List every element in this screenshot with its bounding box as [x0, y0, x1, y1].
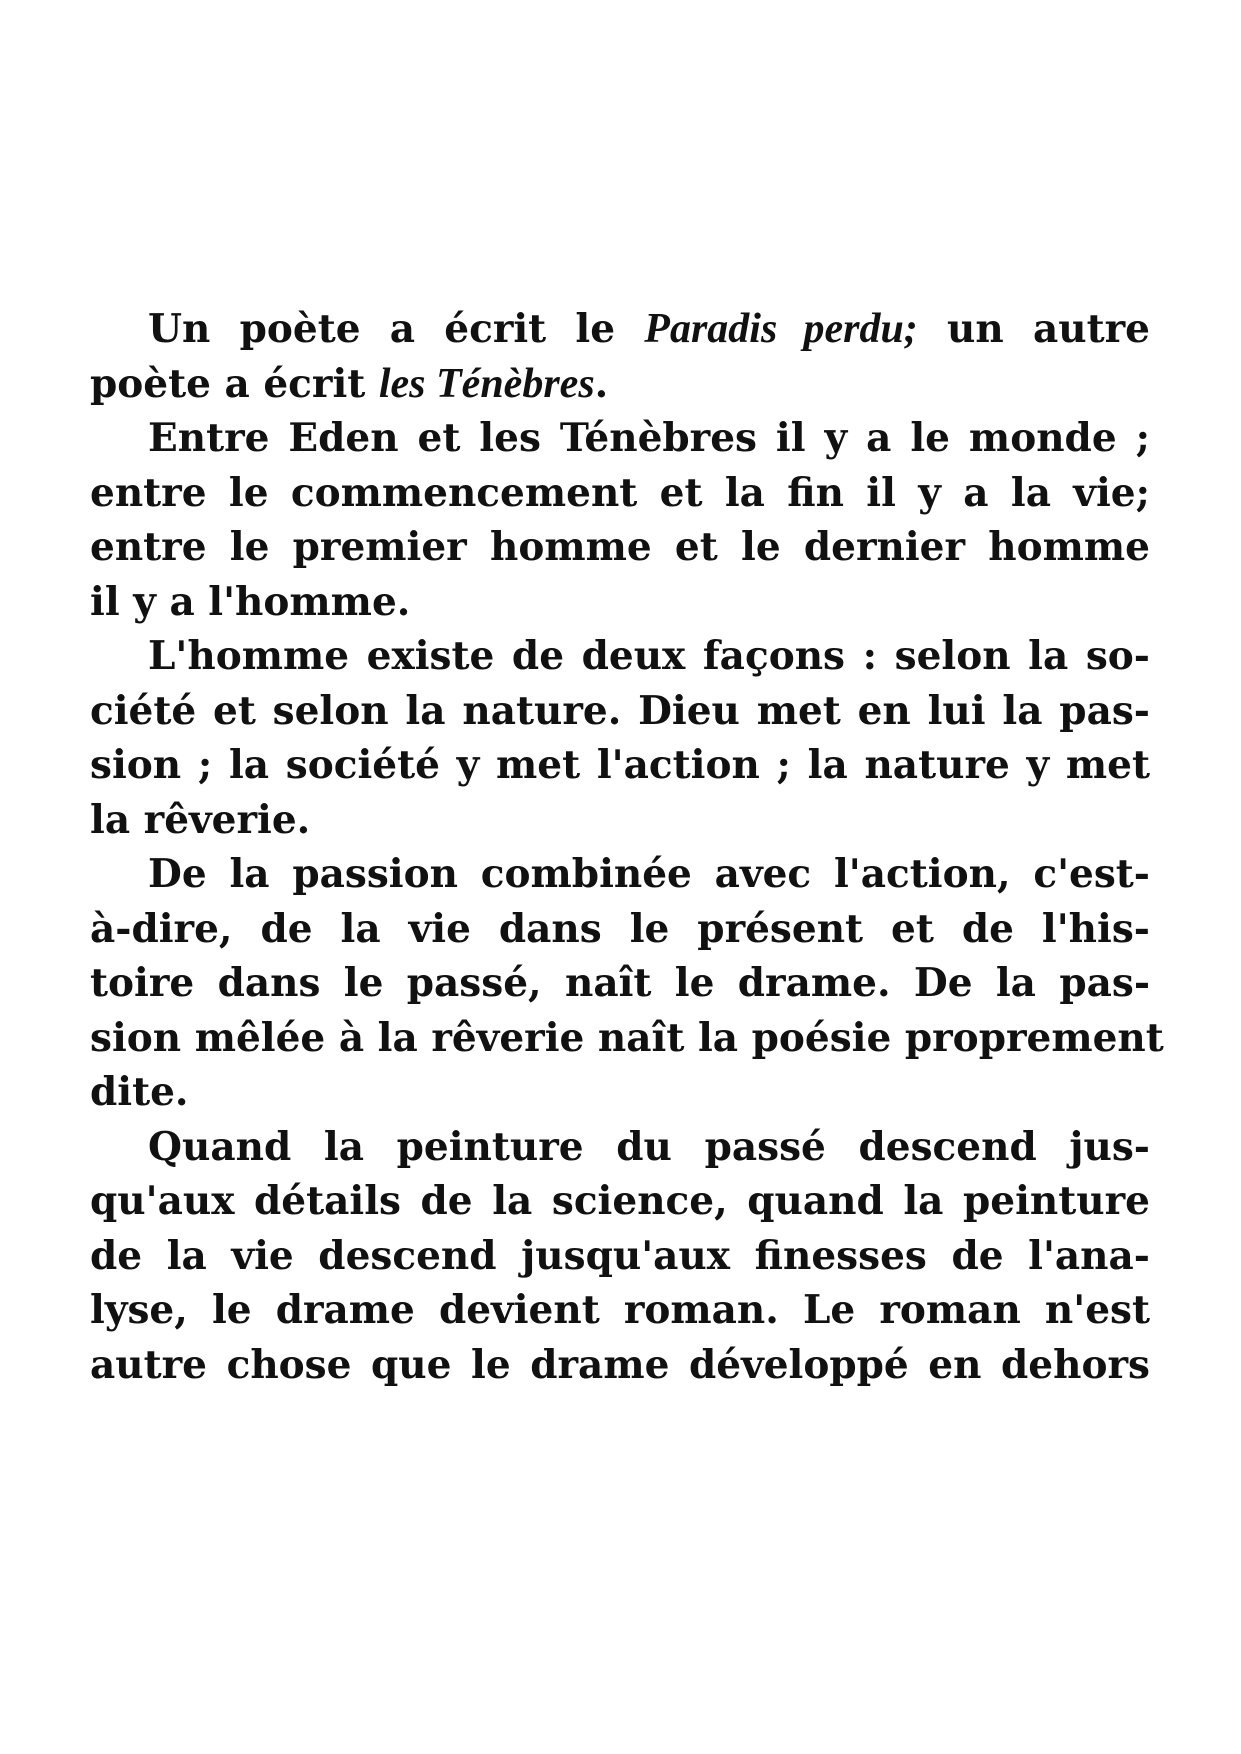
text-segment: autre chose que le drame développé en dehors [90, 1341, 1150, 1388]
italic-title: les Ténèbres [378, 360, 595, 407]
text-line [90, 575, 1150, 630]
text-line [90, 1120, 1150, 1175]
page-text [90, 302, 1164, 1392]
text-line [90, 902, 1150, 957]
text-segment: il y a l'homme. [90, 578, 411, 625]
text-line [90, 1283, 1150, 1338]
text-line [90, 629, 1150, 684]
text-segment: . [594, 360, 609, 407]
text-segment: de la vie descend jusqu'aux finesses de l'ana- [90, 1232, 1150, 1279]
text-segment: dite. [90, 1069, 189, 1115]
text-line [90, 357, 1150, 412]
text-segment: lyse, le drame devient roman. Le roman n'est [90, 1287, 1150, 1333]
paragraph [90, 411, 1150, 629]
text-segment: L'homme existe de deux façons : selon la so- [148, 633, 1150, 679]
paragraph [90, 1120, 1150, 1393]
text-line [90, 1011, 1164, 1066]
text-segment: sion mêlée à la rêverie naît la poésie proprement [90, 1014, 1164, 1061]
text-segment: Quand la peinture du passé descend jus- [148, 1123, 1150, 1170]
text-line [90, 1174, 1150, 1229]
text-segment: ciété et selon la nature. Dieu met en lui la pas- [90, 687, 1150, 734]
text-line [90, 956, 1150, 1011]
text-segment: Un poète a écrit le [148, 306, 645, 352]
text-segment: De la passion combinée avec l'action, c'est- [148, 851, 1150, 897]
text-segment: qu'aux détails de la science, quand la peinture [90, 1178, 1150, 1224]
text-line [90, 847, 1150, 902]
paragraph [90, 629, 1150, 847]
text-line [90, 520, 1150, 575]
text-line [90, 1229, 1150, 1284]
paragraph [90, 847, 1164, 1120]
italic-title: Paradis perdu; [644, 306, 918, 352]
text-segment: la rêverie. [90, 796, 311, 843]
text-segment: toire dans le passé, naît le drame. De la pas- [90, 960, 1150, 1006]
paragraph [90, 302, 1150, 411]
text-segment: un autre [917, 306, 1150, 352]
text-line [90, 793, 1150, 848]
text-segment: Entre Eden et les Ténèbres il y a le monde ; [148, 415, 1150, 461]
text-line [90, 411, 1150, 466]
text-line [90, 466, 1150, 521]
text-line [90, 1338, 1150, 1393]
text-segment: poète a écrit [90, 360, 379, 407]
text-line [90, 684, 1150, 739]
text-line [90, 1065, 1150, 1120]
text-segment: entre le premier homme et le dernier homme [90, 524, 1150, 570]
text-segment: entre le commencement et la fin il y a la vie; [90, 469, 1150, 516]
text-line [90, 738, 1150, 793]
text-segment: à-dire, de la vie dans le présent et de l'his- [90, 905, 1150, 952]
text-segment: sion ; la société y met l'action ; la nature y met [90, 742, 1150, 788]
text-line [90, 302, 1150, 357]
